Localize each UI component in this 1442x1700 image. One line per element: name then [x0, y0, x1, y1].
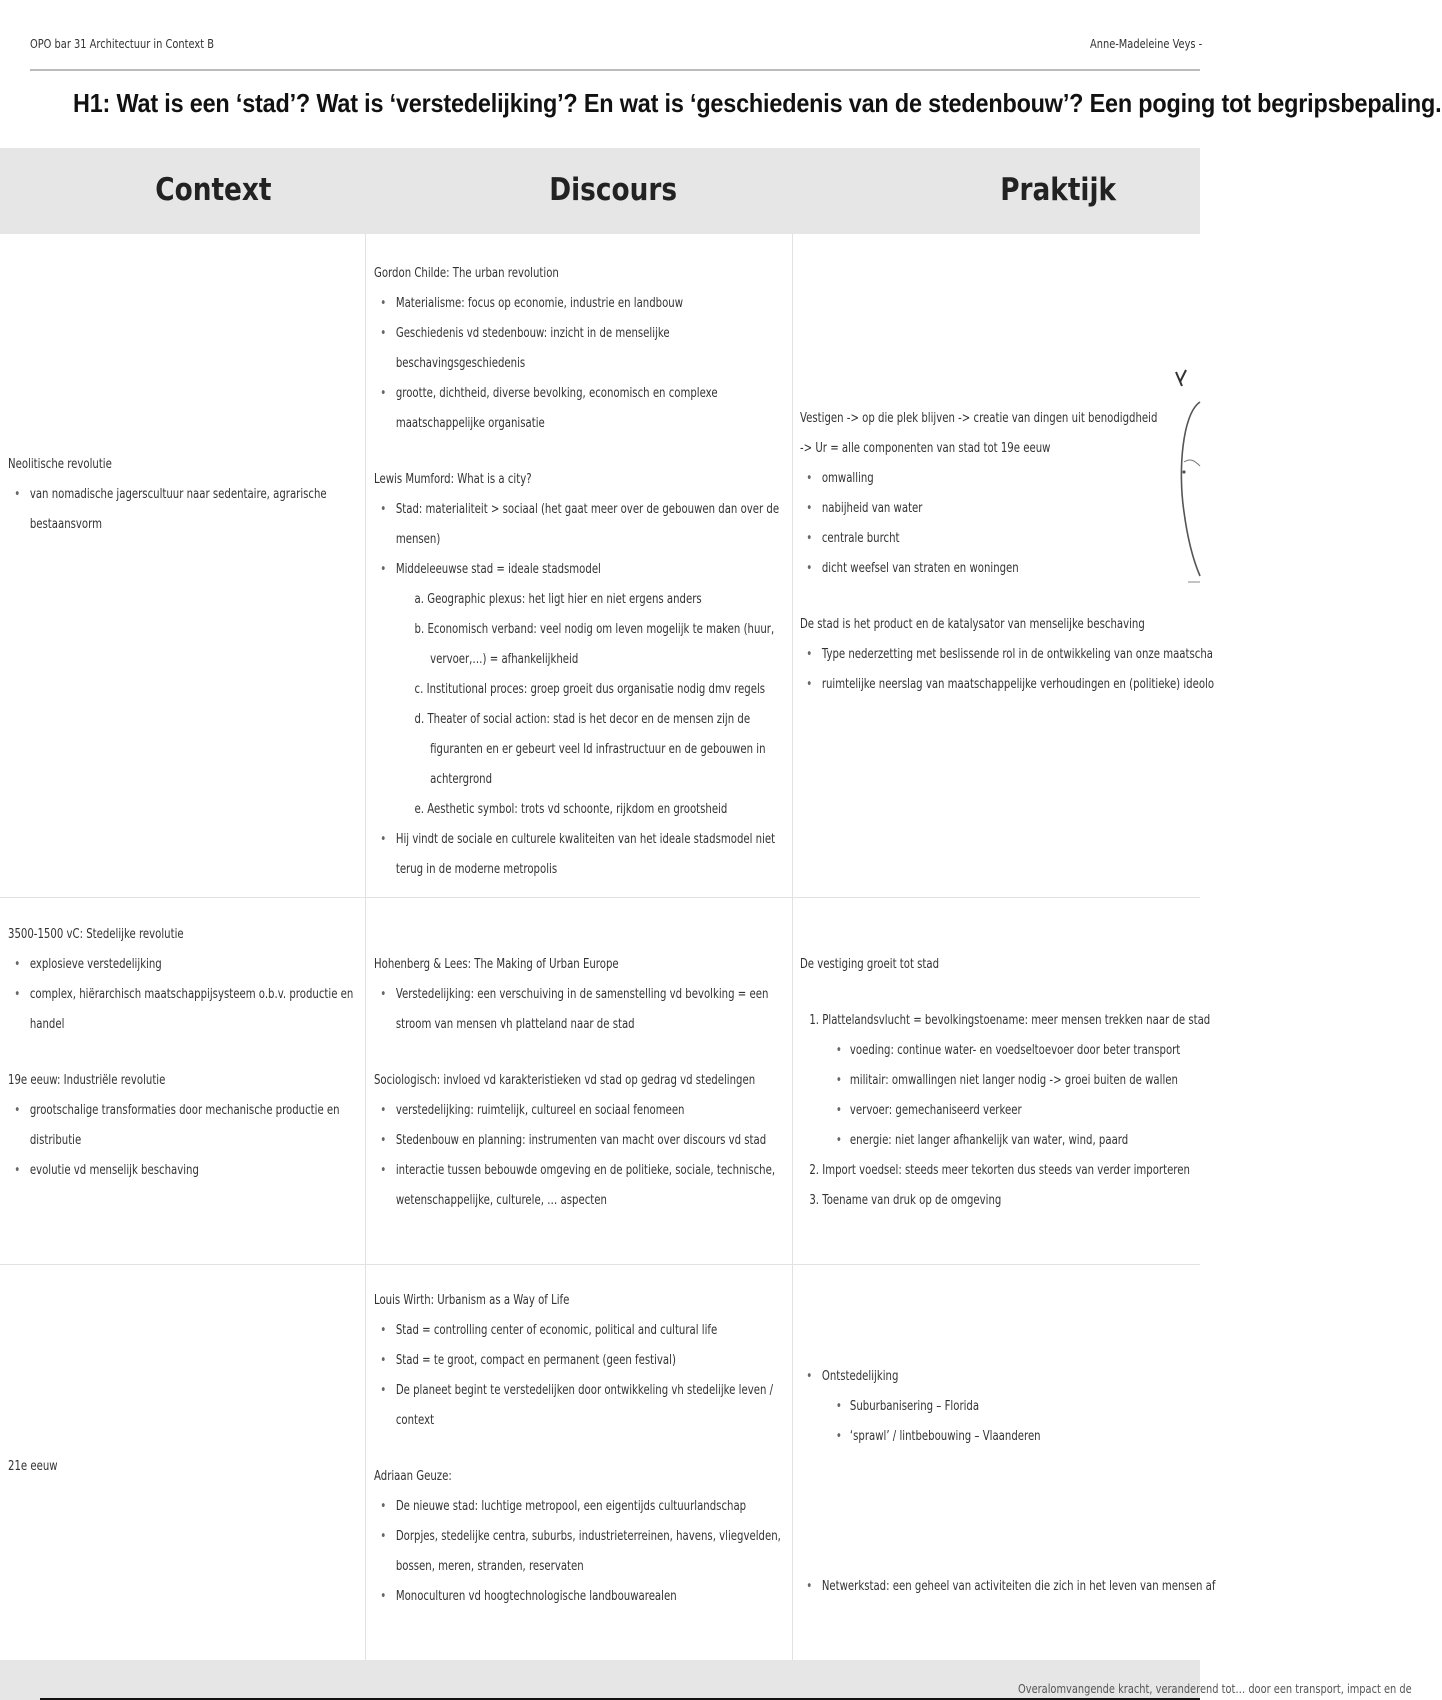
column-header-context: Context	[155, 172, 272, 208]
city-sketch-image	[1160, 362, 1220, 587]
list-item: • interactie tussen bebouwde omgeving en de politieke, sociale, technische,	[374, 1156, 764, 1186]
list-item: • verstedelijking: ruimtelijk, cultureel en sociaal fenomeen	[374, 1096, 764, 1126]
list-item-continuation: context	[395, 1413, 435, 1428]
course-header: OPO bar 31 Architectuur in Context B	[30, 37, 214, 51]
row-divider	[0, 897, 1200, 898]
footer-text: Overalomvangende kracht, veranderend tot… door een transport, impact en de	[1018, 1682, 1412, 1696]
list-item: • complex, hiërarchisch maatschappijsysteem o.b.v. productie en	[8, 980, 398, 1010]
page-title: H1: Wat is een ‘stad’? Wat is ‘verstedelijking’? En wat is ‘geschiedenis van de stedenbouw’? Een poging tot begripsbepaling.	[73, 88, 1442, 118]
list-item: • Middeleeuwse stad = ideale stadsmodel	[374, 555, 764, 585]
sub-list-item: • vervoer: gemechaniseerd verkeer	[800, 1096, 1237, 1126]
list-item: • Type nederzetting met beslissende rol in de ontwikkeling van onze maatscha	[800, 640, 1237, 670]
list-item: • De nieuwe stad: luchtige metropool, een eigentijds cultuurlandschap	[374, 1492, 764, 1522]
list-item: • van nomadische jagerscultuur naar sedentaire, agrarische	[8, 480, 398, 510]
lettered-item: a. Geographic plexus: het ligt hier en niet ergens anders	[414, 592, 702, 607]
column-header-discours: Discours	[549, 172, 678, 208]
sub-list-item: • energie: niet langer afhankelijk van water, wind, paard	[800, 1126, 1237, 1156]
source-title: Lewis Mumford: What is a city?	[374, 472, 532, 487]
source-title: Gordon Childe: The urban revolution	[374, 266, 559, 281]
list-item-continuation: mensen)	[395, 532, 441, 547]
list-item: • Verstedelijking: een verschuiving in de samenstelling vd bevolking = een	[374, 980, 764, 1010]
list-item-continuation: beschavingsgeschiedenis	[395, 356, 526, 371]
numbered-item: 2. Import voedsel: steeds meer tekorten dus steeds van verder importeren	[809, 1163, 1190, 1178]
lettered-item-continuation: vervoer,…) = afhankelijkheid	[430, 652, 579, 667]
list-item: • explosieve verstedelijking	[8, 950, 398, 980]
list-item-continuation: terug in de moderne metropolis	[395, 862, 558, 877]
list-item: • omwalling	[800, 464, 1237, 494]
list-item: • Ontstedelijking	[800, 1362, 1237, 1392]
list-item: • ruimtelijke neerslag van maatschappelijke verhoudingen en (politieke) ideolo	[800, 670, 1237, 700]
text-line: -> Ur = alle componenten van stad tot 19e eeuw	[800, 441, 1051, 456]
context-heading: 21e eeuw	[8, 1459, 58, 1474]
source-title: Sociologisch: invloed vd karakteristieken vd stad op gedrag vd stedelingen	[374, 1073, 756, 1088]
source-title: Adriaan Geuze:	[374, 1469, 452, 1484]
numbered-item: 1. Plattelandsvlucht = bevolkingstoename: meer mensen trekken naar de stad	[809, 1013, 1211, 1028]
source-title: Hohenberg & Lees: The Making of Urban Europe	[374, 957, 619, 972]
row-divider	[0, 1264, 1200, 1265]
sub-list-item: • ‘sprawl’ / lintbebouwing – Vlaanderen	[800, 1422, 1237, 1452]
text-line: De stad is het product en de katalysator van menselijke beschaving	[800, 617, 1145, 632]
sub-list-item: • militair: omwallingen niet langer nodig -> groei buiten de wallen	[800, 1066, 1237, 1096]
list-item: • Stad = controlling center of economic, political and cultural life	[374, 1316, 764, 1346]
lettered-item: c. Institutional proces: groep groeit dus organisatie nodig dmv regels	[414, 682, 766, 697]
list-item: • grootte, dichtheid, diverse bevolking, economisch en complexe	[374, 379, 764, 409]
list-item: • Stad: materialiteit > sociaal (het gaat meer over de gebouwen dan over de	[374, 495, 764, 525]
author-header: Anne-Madeleine Veys -	[1090, 37, 1203, 51]
list-item: • nabijheid van water	[800, 494, 1237, 524]
list-item: • dicht weefsel van straten en woningen	[800, 554, 1237, 584]
source-title: Louis Wirth: Urbanism as a Way of Life	[374, 1293, 570, 1308]
numbered-item: 3. Toename van druk op de omgeving	[809, 1193, 1002, 1208]
row1-praktijk-cell	[800, 404, 1360, 700]
row2-praktijk-cell	[800, 950, 1360, 1216]
row3-discours-cell	[374, 1286, 874, 1612]
text-line: Vestigen -> op die plek blijven -> creatie van dingen uit benodigdheid	[800, 411, 1158, 426]
list-item-continuation: bossen, meren, stranden, reservaten	[395, 1559, 584, 1574]
footer-bar	[0, 1660, 1412, 1700]
list-item: • Geschiedenis vd stedenbouw: inzicht in de menselijke	[374, 319, 764, 349]
list-item-continuation: handel	[29, 1017, 65, 1032]
list-item: • centrale burcht	[800, 524, 1237, 554]
list-item: • Netwerkstad: een geheel van activiteiten die zich in het leven van mensen af	[800, 1572, 1237, 1602]
list-item-continuation: wetenschappelijke, culturele, … aspecten	[395, 1193, 607, 1208]
list-item-continuation: maatschappelijke organisatie	[395, 416, 545, 431]
list-item: • De planeet begint te verstedelijken door ontwikkeling vh stedelijke leven /	[374, 1376, 764, 1406]
sub-list-item: • voeding: continue water- en voedseltoevoer door beter transport	[800, 1036, 1237, 1066]
lettered-item: d. Theater of social action: stad is het decor en de mensen zijn de	[414, 712, 751, 727]
row1-discours-cell	[374, 259, 874, 885]
text-line: De vestiging groeit tot stad	[800, 957, 940, 972]
list-item: • Stedenbouw en planning: instrumenten van macht over discours vd stad	[374, 1126, 764, 1156]
context-heading: Neolitische revolutie	[8, 457, 112, 472]
context-heading: 19e eeuw: Industriële revolutie	[8, 1073, 166, 1088]
lettered-item: e. Aesthetic symbol: trots vd schoonte, rijkdom en grootsheid	[414, 802, 728, 817]
list-item-continuation: distributie	[29, 1133, 82, 1148]
column-header-bar	[0, 148, 1200, 234]
list-item: • evolutie vd menselijk beschaving	[8, 1156, 398, 1186]
column-header-praktijk: Praktijk	[1000, 172, 1117, 208]
list-item: • grootschalige transformaties door mechanische productie en	[8, 1096, 398, 1126]
list-item-continuation: stroom van mensen vh platteland naar de stad	[395, 1017, 635, 1032]
list-item: • Hij vindt de sociale en culturele kwaliteiten van het ideale stadsmodel niet	[374, 825, 764, 855]
sub-list-item: • Suburbanisering – Florida	[800, 1392, 1237, 1422]
list-item: • Stad = te groot, compact en permanent (geen festival)	[374, 1346, 764, 1376]
lettered-item: b. Economisch verband: veel nodig om leven mogelijk te maken (huur,	[414, 622, 775, 637]
lettered-item-continuation: achtergrond	[430, 772, 493, 787]
list-item: • Materialisme: focus op economie, industrie en landbouw	[374, 289, 764, 319]
list-item: • Dorpjes, stedelijke centra, suburbs, industrieterreinen, havens, vliegvelden,	[374, 1522, 764, 1552]
list-item: • Monoculturen vd hoogtechnologische landbouwarealen	[374, 1582, 764, 1612]
context-heading: 3500-1500 vC: Stedelijke revolutie	[8, 927, 184, 942]
header-rule	[30, 69, 1200, 71]
row2-discours-cell	[374, 950, 874, 1216]
row3-praktijk-cell	[800, 1362, 1360, 1602]
lettered-item-continuation: figuranten en er gebeurt veel ld infrastructuur en de gebouwen in	[430, 742, 766, 757]
list-item-continuation: bestaansvorm	[29, 517, 102, 532]
